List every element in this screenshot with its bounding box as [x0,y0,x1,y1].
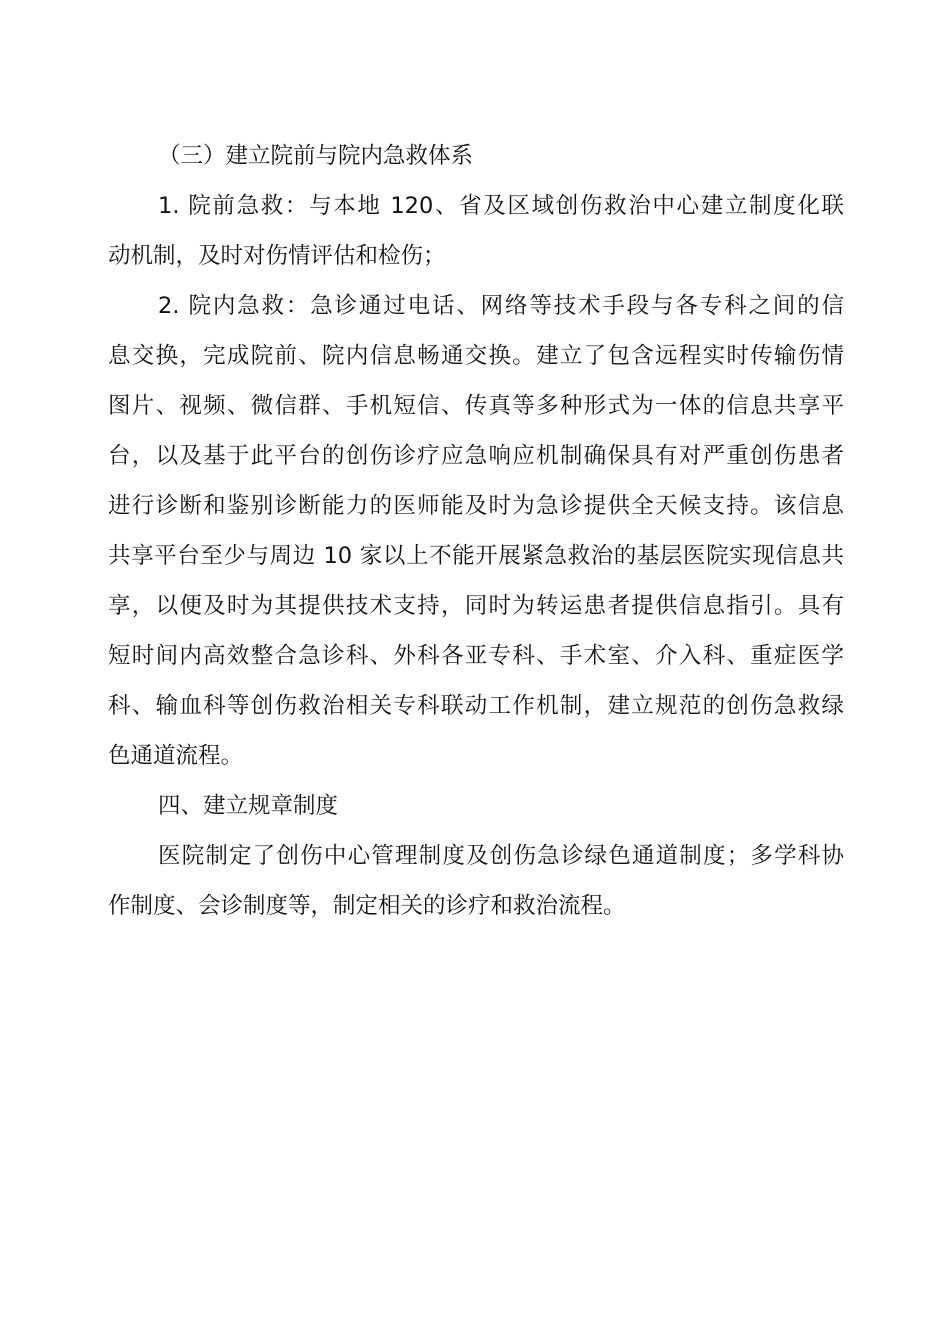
paragraph-line: 享，以便及时为其提供技术支持，同时为转运患者提供信息指引。具有 [108,593,844,619]
paragraph-line: 色通道流程。 [108,743,244,769]
paragraph-line: 台，以及基于此平台的创伤诊疗应急响应机制确保具有对严重创伤患者 [108,443,844,469]
paragraph-line: 共享平台至少与周边 10 家以上不能开展紧急救治的基层医院实现信息共 [108,543,844,569]
section-heading-prehospital-system: （三）建立院前与院内急救体系 [158,143,474,169]
paragraph-line: 进行诊断和鉴别诊断能力的医师能及时为急诊提供全天候支持。该信息 [108,493,844,519]
paragraph-line: 1. 院前急救：与本地 120、省及区域创伤救治中心建立制度化联 [158,193,844,219]
paragraph-line: 医院制定了创伤中心管理制度及创伤急诊绿色通道制度；多学科协 [158,843,844,869]
paragraph-line: 图片、视频、微信群、手机短信、传真等多种形式为一体的信息共享平 [108,393,844,419]
paragraph-line: 动机制，及时对伤情评估和检伤； [108,243,446,269]
paragraph-line: 科、输血科等创伤救治相关专科联动工作机制，建立规范的创伤急救绿 [108,693,844,719]
paragraph-line: 作制度、会诊制度等，制定相关的诊疗和救治流程。 [108,893,626,919]
paragraph-line: 短时间内高效整合急诊科、外科各亚专科、手术室、介入科、重症医学 [108,643,844,669]
section-heading-regulations: 四、建立规章制度 [158,793,339,819]
paragraph-line: 息交换，完成院前、院内信息畅通交换。建立了包含远程实时传输伤情 [108,343,844,369]
paragraph-line: 2. 院内急救：急诊通过电话、网络等技术手段与各专科之间的信 [158,293,844,319]
